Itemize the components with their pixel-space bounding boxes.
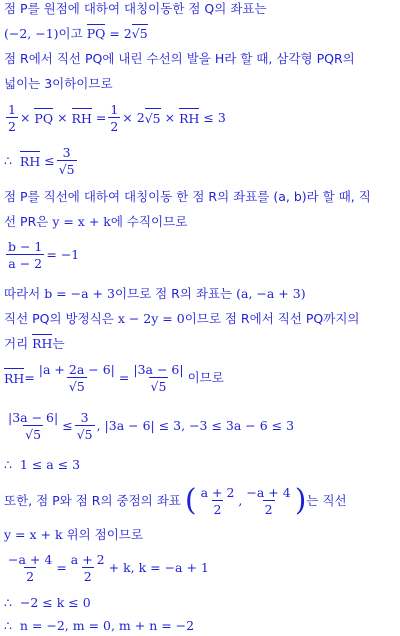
text: 는 직선	[306, 493, 347, 508]
text-line-3: 점 R에서 직선 PQ에 내린 수선의 발을 H라 할 때, 삼각형 PQR의	[4, 51, 355, 66]
sqrt-5: √ 5	[145, 108, 161, 128]
text: 이므로 점 R의 좌표는	[114, 286, 237, 301]
fraction-neg-a: $\frac{-a + 4}{2}$	[8, 552, 53, 584]
left-paren: (	[184, 483, 197, 518]
answer: n = −2, m = 0, m + n = −2	[19, 618, 195, 633]
final-answer	[4, 617, 194, 635]
midpoint-line	[4, 482, 347, 520]
therefore-symbol: ∴	[4, 595, 12, 610]
text: 에 수직이므로	[110, 214, 188, 229]
range: 1 ≤ a ≤ 3	[19, 457, 81, 472]
segment-rh: RH	[4, 368, 24, 388]
area-inequality	[4, 101, 226, 135]
text: 는	[52, 336, 65, 351]
text-line-10	[4, 285, 306, 303]
text-line-8	[4, 213, 187, 231]
range: −2 ≤ k ≤ 0	[19, 595, 91, 610]
right-paren: )	[294, 483, 307, 518]
inequality-chain	[4, 408, 294, 444]
text-line-17	[4, 526, 143, 544]
distance-formula	[4, 360, 224, 396]
text-line-2	[4, 25, 148, 43]
equals: =	[24, 370, 35, 385]
text: 직선 PQ의 방정식은	[4, 311, 118, 326]
equals: = 2	[105, 26, 132, 41]
le: ≤	[62, 418, 73, 433]
therefore-symbol: ∴	[4, 153, 12, 168]
segment-rh: RH	[179, 108, 199, 128]
therefore-symbol: ∴	[4, 457, 12, 472]
slope-equation	[4, 237, 79, 273]
text-line-4: 넓이는 3이하이므로	[4, 76, 113, 91]
fraction-a2: $\frac{a + 2}{2}$	[70, 552, 105, 584]
fraction-3-sqrt5: 3 √ 5	[57, 145, 77, 177]
line-equation: y = x + k	[52, 214, 111, 229]
segment-rh: RH	[72, 108, 92, 128]
segment-pq: PQ	[86, 26, 106, 41]
coef-2: 2	[136, 110, 145, 125]
fraction-slope: $\frac{b - 1}{a - 2}$	[8, 239, 43, 271]
comma: ,	[238, 493, 243, 508]
text: 또한, 점 P와 점 R의 중점의 좌표	[4, 493, 181, 508]
equals-minus-1: = −1	[46, 247, 80, 262]
equals: =	[95, 110, 107, 125]
times: ×	[122, 110, 133, 125]
le: ≤	[44, 153, 55, 168]
fraction-distance-1: |a + 2a − 6| √ 5	[37, 362, 117, 394]
times: ×	[57, 110, 68, 125]
k-range	[4, 594, 91, 612]
text: 위의 점이므로	[62, 527, 143, 542]
therefore-symbol: ∴	[4, 618, 12, 633]
text: 선 PR은	[4, 214, 53, 229]
abs-inequality: , |3a − 6| ≤ 3, −3 ≤ 3a − 6 ≤ 3	[96, 418, 295, 433]
fraction-mid-x: $\frac{a + 2}{2}$	[200, 485, 235, 517]
text-line-11	[4, 310, 359, 328]
times: ×	[164, 110, 176, 125]
equation: b = −a + 3	[44, 286, 115, 301]
text-line-7: 점 P를 직선에 대하여 대칭이동 한 점 R의 좌표를 (a, b)라 할 때, 직	[4, 189, 371, 204]
segment-rh: RH	[32, 336, 53, 351]
k-expression: + k, k = −a + 1	[108, 560, 209, 575]
coord-q: (−2, −1)이고	[4, 26, 87, 41]
le-3: ≤ 3	[203, 110, 226, 125]
fraction-half: $\frac{1}{2}$	[8, 102, 16, 134]
equation: x − 2y = 0	[117, 311, 185, 326]
fraction-3-sqrt5: 3 √ 5	[75, 410, 95, 442]
coord-r: (a, −a + 3)	[236, 286, 306, 301]
fraction-half: $\frac{1}{2}$	[110, 102, 119, 134]
fraction-distance-2: |3a − 6| √ 5	[131, 362, 185, 394]
text: 따라서	[4, 286, 45, 301]
text: 이므로	[187, 370, 224, 385]
equation: y = x + k	[4, 527, 63, 542]
text: 거리	[4, 336, 33, 351]
text: 이므로 점 R에서 직선 PQ까지의	[184, 311, 360, 326]
fraction-mid-y: $\frac{-a + 4}{2}$	[246, 485, 291, 517]
segment-pq: PQ	[34, 108, 53, 128]
text-line-1: 점 P를 원점에 대하여 대칭이동한 점 Q의 좌표는	[4, 1, 267, 16]
times: ×	[19, 110, 31, 125]
sqrt-5: √ 5	[132, 24, 148, 41]
equals: =	[118, 370, 130, 385]
text-line-12	[4, 335, 65, 353]
fraction-abs: |3a − 6| √ 5	[6, 410, 60, 442]
segment-rh: RH	[20, 151, 40, 171]
a-range	[4, 456, 80, 474]
equals: =	[56, 560, 67, 575]
k-equation	[4, 550, 209, 586]
rh-bound	[4, 143, 79, 179]
